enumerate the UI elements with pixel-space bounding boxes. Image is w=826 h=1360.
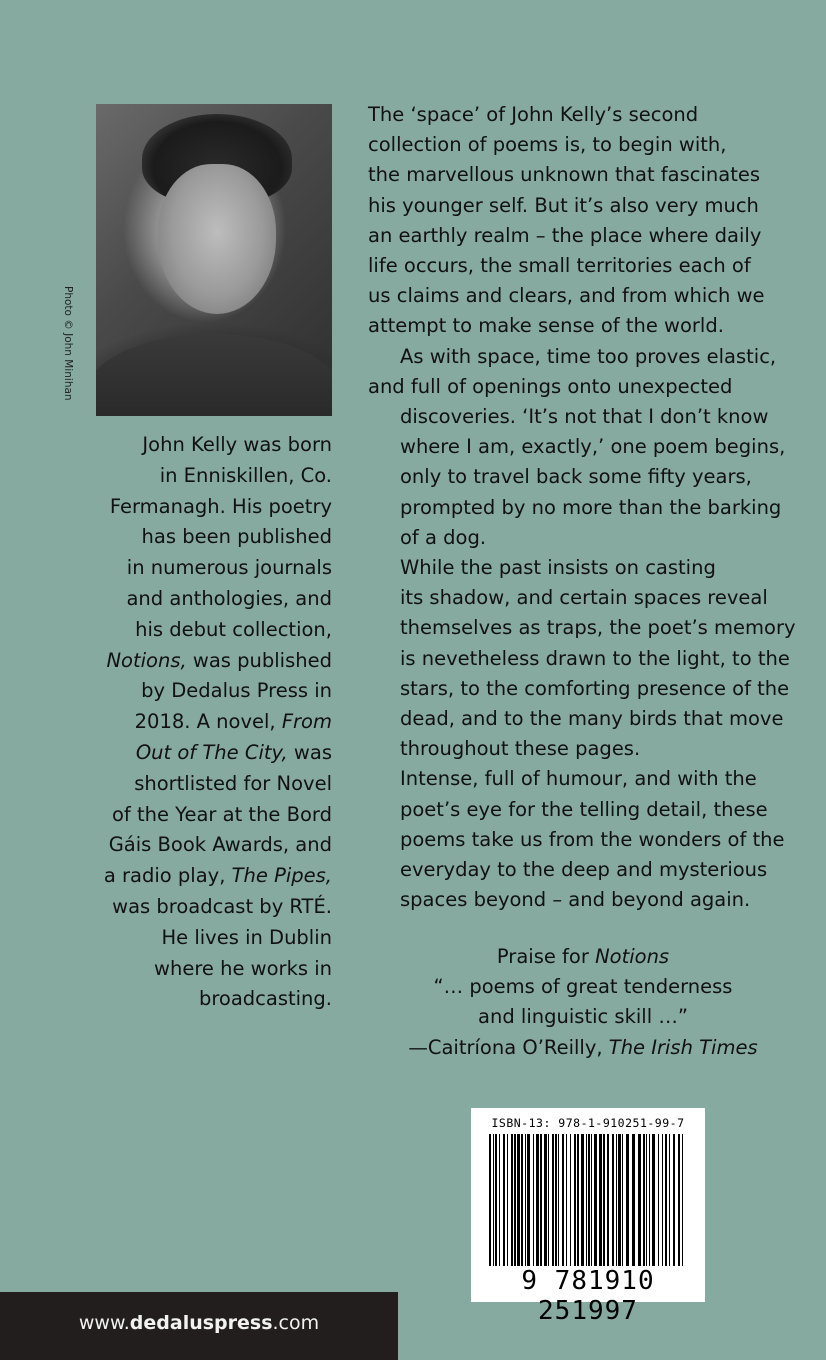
barcode-bar — [511, 1134, 513, 1266]
blurb-line: Intense, full of humour, and with the — [400, 767, 757, 791]
barcode-bar — [682, 1134, 683, 1266]
blurb-line: collection of poems is, to begin with, — [368, 133, 727, 157]
barcode-bar — [652, 1134, 655, 1266]
blurb-line: The ‘space’ of John Kelly’s second — [368, 103, 699, 126]
barcode-bar — [603, 1134, 605, 1266]
blurb-line: prompted by no more than the barking — [400, 495, 782, 519]
blurb-line: and full of openings onto unexpected — [368, 374, 733, 398]
barcode-bar — [558, 1134, 559, 1266]
bio-line: in Enniskillen, Co. — [159, 463, 332, 487]
barcode-bar — [594, 1134, 597, 1266]
blurb-line: his younger self. But it’s also very much — [368, 193, 759, 217]
praise-heading: Praise for — [496, 945, 596, 968]
barcode-bar — [533, 1134, 534, 1266]
barcode-bar — [673, 1134, 675, 1266]
blurb-paragraph-4 — [368, 764, 788, 915]
bio-title-novel: From — [281, 710, 332, 734]
bio-line: in numerous journals — [126, 556, 332, 580]
barcode-digits: 9 781910 251997 — [521, 1266, 655, 1326]
blurb-line: As with space, time too proves elastic, — [400, 344, 777, 368]
barcode-bar — [493, 1134, 494, 1266]
footer-bar — [0, 1292, 398, 1360]
barcode-bar — [658, 1134, 659, 1266]
blurb-line: poems take us from the wonders of the — [400, 827, 785, 851]
bio-line: Fermanagh. His poetry — [109, 494, 332, 518]
praise-quote-line: “… poems of great tenderness — [433, 975, 733, 999]
publisher-url[interactable] — [0, 1312, 398, 1334]
bio-line: his debut collection, — [135, 617, 332, 641]
blurb-line: themselves as traps, the poet’s memory — [400, 616, 796, 640]
book-blurb — [368, 100, 796, 915]
barcode-bar — [638, 1134, 641, 1266]
bio-line: He lives in Dublin — [161, 925, 332, 949]
barcode-bar — [525, 1134, 526, 1266]
bio-line: where he works in — [154, 956, 332, 980]
praise-section — [368, 942, 798, 1063]
barcode-bar — [662, 1134, 663, 1266]
praise-heading-title: Notions — [595, 945, 670, 968]
barcode-bar — [514, 1134, 516, 1266]
bio-line: a radio play, — [103, 864, 232, 888]
barcode-bar — [574, 1134, 576, 1266]
blurb-line: where I am, exactly,’ one poem begins, — [400, 435, 786, 459]
barcode-bar — [566, 1134, 567, 1266]
barcode-bar — [646, 1134, 647, 1266]
blurb-paragraph-3 — [368, 553, 796, 764]
barcode-bar — [517, 1134, 520, 1266]
barcode-bar — [618, 1134, 621, 1266]
barcode-bar — [588, 1134, 590, 1266]
blurb-line: attempt to make sense of the world. — [368, 314, 724, 338]
author-photo — [96, 104, 332, 416]
barcode-bar — [499, 1134, 500, 1266]
blurb-line: its shadow, and certain spaces reveal — [400, 586, 768, 610]
barcode-bars — [487, 1134, 689, 1266]
barcode-bar — [555, 1134, 557, 1266]
barcode-bar — [649, 1134, 650, 1266]
photo-credit: Photo © John Minihan — [62, 286, 74, 401]
blurb-line: life occurs, the small territories each of — [368, 254, 751, 278]
bio-line: and anthologies, and — [126, 586, 332, 610]
barcode-bar — [626, 1134, 629, 1266]
barcode-bar — [678, 1134, 680, 1266]
bio-line: shortlisted for Novel — [134, 771, 332, 795]
barcode-bar — [507, 1134, 508, 1266]
barcode-bar — [562, 1134, 564, 1266]
praise-quote-line: and linguistic skill …” — [478, 1005, 688, 1029]
bio-title-novel-cont: Out of The City, — [135, 740, 288, 764]
bio-title-play: The Pipes, — [231, 864, 332, 888]
url-prefix: www. — [78, 1312, 130, 1334]
barcode-bar — [612, 1134, 614, 1266]
barcode-bar — [536, 1134, 539, 1266]
blurb-line: everyday to the deep and mysterious — [400, 858, 768, 882]
blurb-line: stars, to the comforting presence of the — [400, 676, 790, 700]
barcode-bar — [503, 1134, 505, 1266]
url-suffix: .com — [272, 1312, 320, 1334]
blurb-line: only to travel back some fifty years, — [400, 465, 752, 489]
blurb-line: spaces beyond – and beyond again. — [400, 888, 751, 912]
barcode-bar — [544, 1134, 547, 1266]
barcode-bar — [570, 1134, 571, 1266]
barcode-bar — [643, 1134, 645, 1266]
barcode-bar — [632, 1134, 635, 1266]
blurb-line: discoveries. ‘It’s not that I don’t know — [400, 405, 769, 429]
blurb-line: poet’s eye for the telling detail, these — [400, 797, 768, 821]
blurb-line: the marvellous unknown that fascinates — [368, 163, 761, 187]
bio-line: by Dedalus Press in — [141, 679, 332, 703]
barcode-bar — [665, 1134, 667, 1266]
barcode-bar — [581, 1134, 584, 1266]
bio-line: broadcasting. — [198, 987, 332, 1011]
barcode-bar — [489, 1134, 491, 1266]
praise-source: The Irish Times — [608, 1035, 758, 1059]
isbn-barcode — [471, 1108, 705, 1326]
blurb-line: of a dog. — [400, 525, 487, 549]
photo-shoulders — [96, 334, 332, 416]
bio-line: has been published — [141, 525, 332, 549]
barcode-bar — [548, 1134, 549, 1266]
blurb-line: us claims and clears, and from which we — [368, 284, 765, 308]
barcode-bar — [540, 1134, 542, 1266]
barcode-bar — [586, 1134, 587, 1266]
barcode-bar — [616, 1134, 617, 1266]
blurb-line: dead, and to the many birds that move — [400, 707, 784, 731]
photo-face — [158, 164, 276, 314]
bio-line: was — [287, 740, 332, 764]
barcode-bar — [577, 1134, 579, 1266]
url-domain: dedaluspress — [129, 1312, 273, 1334]
blurb-line: While the past insists on casting — [400, 556, 716, 580]
blurb-paragraph-2 — [368, 342, 788, 553]
bio-line: Gáis Book Awards, and — [108, 833, 332, 857]
bio-line: of the Year at the Bord — [111, 802, 332, 826]
barcode-bar — [591, 1134, 592, 1266]
author-bio — [92, 430, 332, 1015]
barcode-bar — [521, 1134, 523, 1266]
bio-line: John Kelly was born — [142, 433, 332, 456]
barcode-bar — [552, 1134, 554, 1266]
bio-line: was broadcast by RTÉ. — [112, 894, 332, 918]
barcode-bar — [527, 1134, 530, 1266]
barcode-bar — [495, 1134, 497, 1266]
praise-attribution: —Caitríona O’Reilly, — [408, 1035, 609, 1059]
blurb-line: throughout these pages. — [400, 737, 641, 761]
bio-line: was published — [186, 648, 332, 672]
blurb-line: is nevetheless drawn to the light, to the — [400, 646, 790, 670]
barcode-bar — [622, 1134, 623, 1266]
barcode-bar — [599, 1134, 602, 1266]
bio-line: 2018. A novel, — [134, 710, 282, 734]
blurb-paragraph-1 — [368, 100, 788, 342]
barcode-bar — [607, 1134, 609, 1266]
bio-title-notions: Notions, — [106, 648, 187, 672]
isbn-label: ISBN-13: 978-1-910251-99-7 — [491, 1116, 685, 1130]
barcode-bar — [669, 1134, 670, 1266]
blurb-line: an earthly realm – the place where daily — [368, 223, 762, 247]
